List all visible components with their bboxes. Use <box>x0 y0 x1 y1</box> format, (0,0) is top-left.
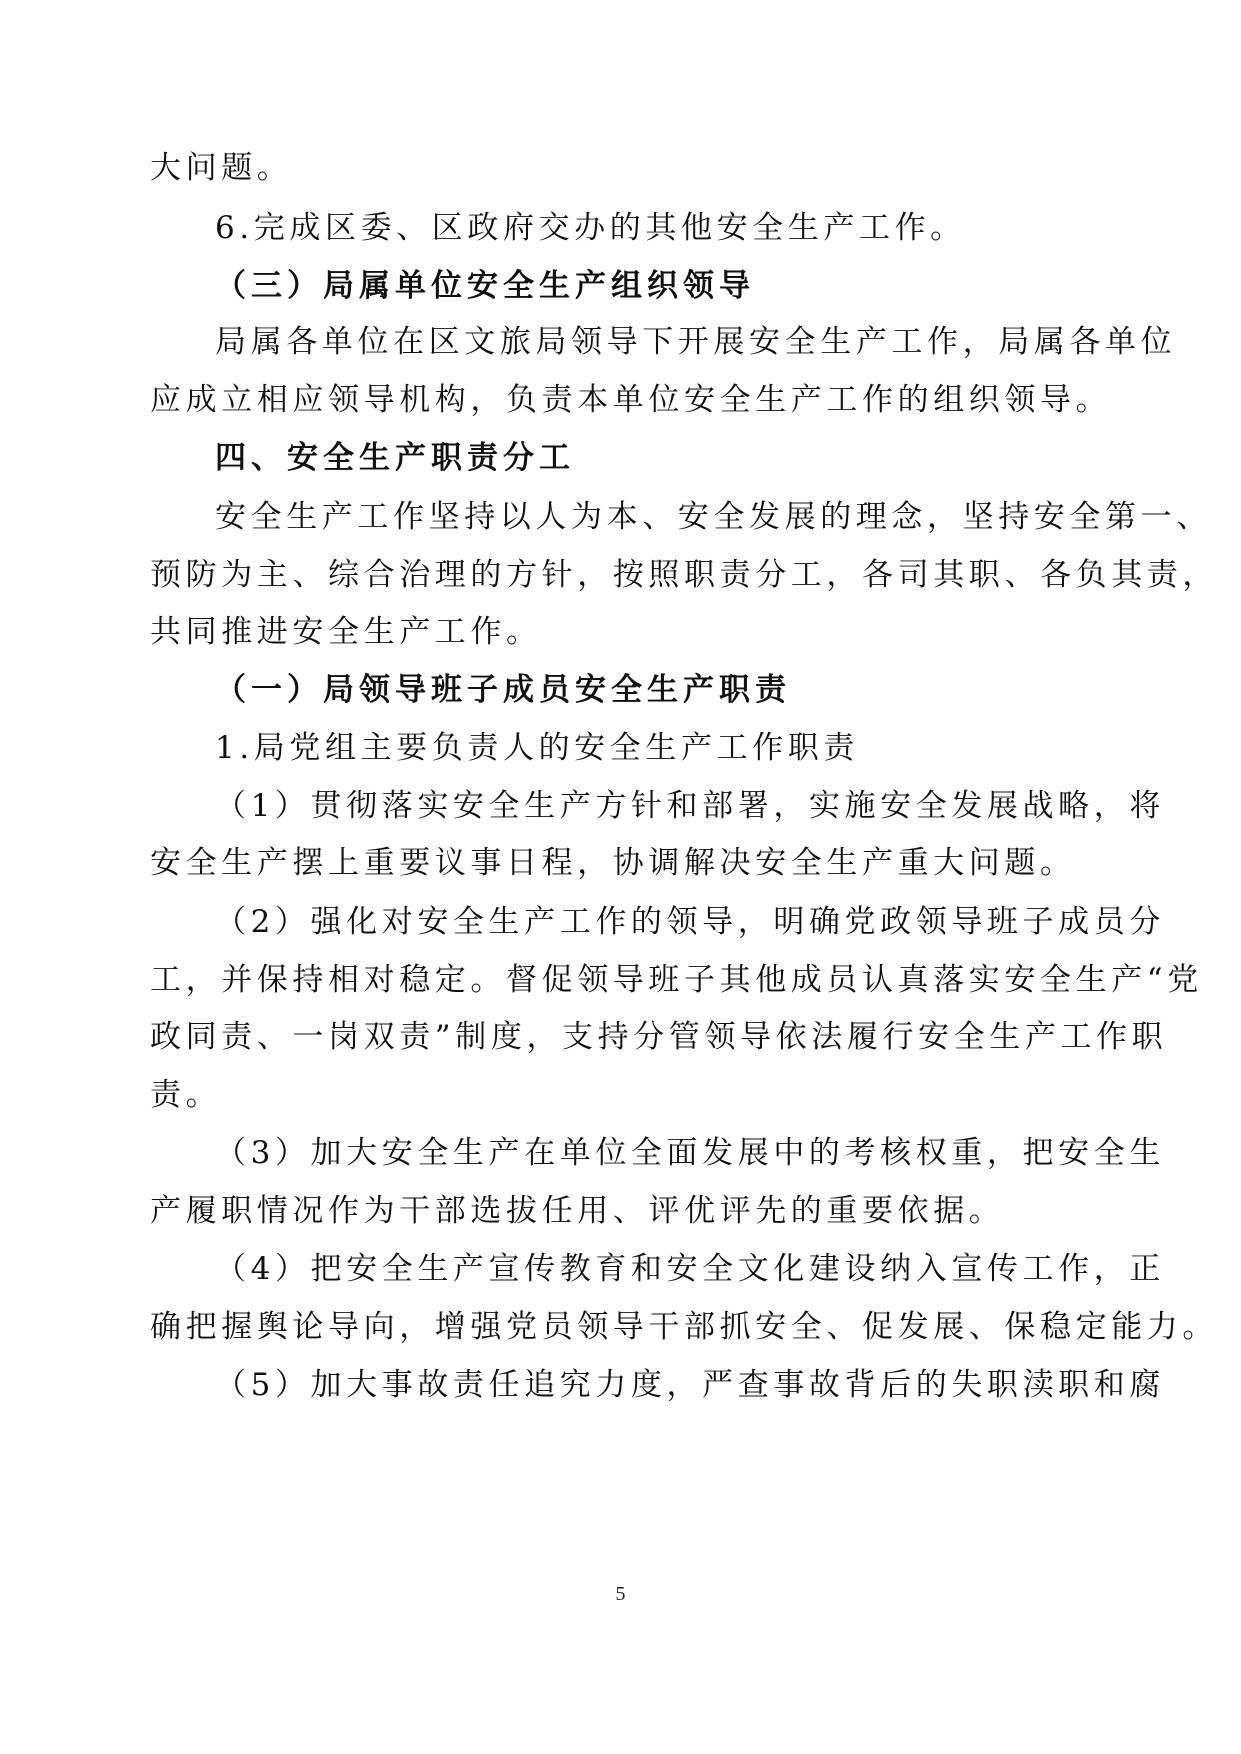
text-line: 共同推进安全生产工作。 <box>150 614 542 650</box>
text-line: （1）贯彻落实安全生产方针和部署，实施安全发展战略，将 <box>215 788 1165 824</box>
text-line: 责。 <box>150 1077 222 1113</box>
text-line: 预防为主、综合治理的方针，按照职责分工，各司其职、各负其责， <box>150 557 1218 593</box>
text-line: 政同责、一岗双责”制度，支持分管领导依法履行安全生产工作职 <box>150 1019 1168 1055</box>
text-line: 应成立相应领导机构，负责本单位安全生产工作的组织领导。 <box>150 382 1112 418</box>
text-line: 安全生产摆上重要议事日程，协调解决安全生产重大问题。 <box>150 845 1076 881</box>
section-heading: （三）局属单位安全生产组织领导 <box>215 268 755 304</box>
text-line: 局属各单位在区文旅局领导下开展安全生产工作，局属各单位 <box>215 324 1177 360</box>
page-number: 5 <box>615 1583 626 1605</box>
text-line: 6.完成区委、区政府交办的其他安全生产工作。 <box>215 210 966 246</box>
text-line: 大问题。 <box>150 150 293 186</box>
text-line: 工，并保持相对稳定。督促领导班子其他成员认真落实安全生产“党 <box>150 962 1203 998</box>
section-heading: 四、安全生产职责分工 <box>215 440 575 476</box>
text-line: 产履职情况作为干部选拔任用、评优评先的重要依据。 <box>150 1193 1005 1229</box>
text-line: 1.局党组主要负责人的安全生产工作职责 <box>215 730 859 766</box>
text-line: （3）加大安全生产在单位全面发展中的考核权重，把安全生 <box>215 1135 1165 1171</box>
text-line: 安全生产工作坚持以人为本、安全发展的理念，坚持安全第一、 <box>215 499 1212 535</box>
section-heading: （一）局领导班子成员安全生产职责 <box>215 672 791 708</box>
text-line: 确把握舆论导向，增强党员领导干部抓安全、促发展、保稳定能力。 <box>150 1309 1218 1345</box>
text-line: （2）强化对安全生产工作的领导，明确党政领导班子成员分 <box>215 904 1165 940</box>
text-line: （4）把安全生产宣传教育和安全文化建设纳入宣传工作，正 <box>215 1251 1165 1287</box>
text-line: （5）加大事故责任追究力度，严查事故背后的失职渎职和腐 <box>215 1367 1165 1403</box>
